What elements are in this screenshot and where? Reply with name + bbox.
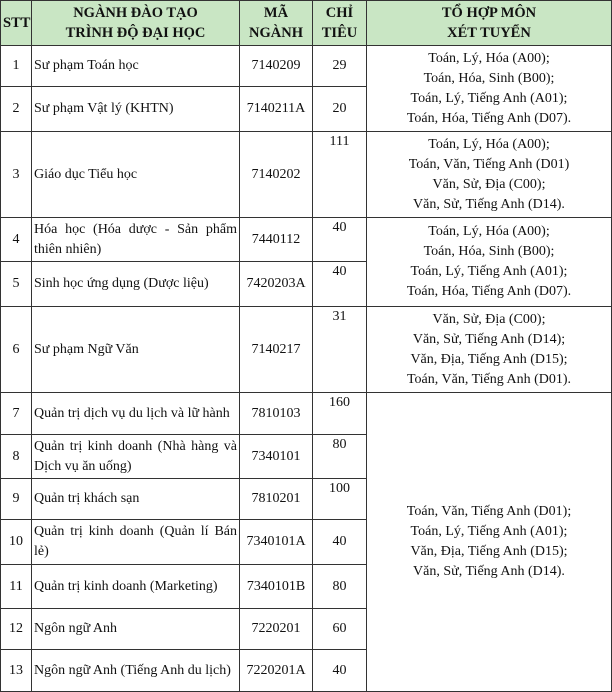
row-program-code: 7810103 xyxy=(240,393,313,435)
row-quota: 29 xyxy=(313,46,367,87)
row-quota: 40 xyxy=(313,520,367,565)
row-program-code: 7140202 xyxy=(240,132,313,218)
combo-group-3: Toán, Lý, Hóa (A00); Toán, Hóa, Sinh (B00); Toán, Lý, Tiếng Anh (A01); Toán, Hóa, Tiếng Anh (D07). xyxy=(367,218,612,307)
row-quota: 40 xyxy=(313,218,367,262)
row-stt: 1 xyxy=(1,46,32,87)
table-row xyxy=(1,46,612,87)
row-quota: 80 xyxy=(313,435,367,479)
row-stt: 2 xyxy=(1,87,32,132)
header-stt: STT xyxy=(1,1,32,46)
row-quota: 100 xyxy=(313,479,367,520)
combo-group-5: Toán, Văn, Tiếng Anh (D01); Toán, Lý, Tiếng Anh (A01); Văn, Địa, Tiếng Anh (D15); Văn, Sử, Tiếng Anh (D14). xyxy=(367,393,612,692)
row-program-name: Giáo dục Tiểu học xyxy=(32,132,240,218)
row-quota: 31 xyxy=(313,307,367,393)
row-program-code: 7340101 xyxy=(240,435,313,479)
table-row xyxy=(1,218,612,262)
row-program-name: Ngôn ngữ Anh (Tiếng Anh du lịch) xyxy=(32,650,240,692)
row-quota: 80 xyxy=(313,565,367,609)
row-stt: 3 xyxy=(1,132,32,218)
row-program-name: Quản trị kinh doanh (Marketing) xyxy=(32,565,240,609)
row-quota: 160 xyxy=(313,393,367,435)
row-program-code: 7340101A xyxy=(240,520,313,565)
row-quota: 40 xyxy=(313,650,367,692)
row-program-name: Sư phạm Vật lý (KHTN) xyxy=(32,87,240,132)
row-program-code: 7810201 xyxy=(240,479,313,520)
row-program-name: Quản trị kinh doanh (Quản lí Bán lẻ) xyxy=(32,520,240,565)
row-stt: 6 xyxy=(1,307,32,393)
row-program-code: 7220201 xyxy=(240,609,313,650)
row-quota: 40 xyxy=(313,262,367,307)
header-program: NGÀNH ĐÀO TẠO TRÌNH ĐỘ ĐẠI HỌC xyxy=(32,1,240,46)
row-stt: 9 xyxy=(1,479,32,520)
header-code: MÃ NGÀNH xyxy=(240,1,313,46)
table-row xyxy=(1,132,612,218)
row-program-name: Sư phạm Toán học xyxy=(32,46,240,87)
header-combo: TỔ HỢP MÔN XÉT TUYỂN xyxy=(367,1,612,46)
row-quota: 60 xyxy=(313,609,367,650)
row-program-code: 7140217 xyxy=(240,307,313,393)
combo-group-4: Văn, Sử, Địa (C00); Văn, Sử, Tiếng Anh (D14); Văn, Địa, Tiếng Anh (D15); Toán, Văn, Tiếng Anh (D01). xyxy=(367,307,612,393)
table-row xyxy=(1,393,612,435)
row-program-name: Quản trị dịch vụ du lịch và lữ hành xyxy=(32,393,240,435)
table-row xyxy=(1,307,612,393)
row-program-name: Sư phạm Ngữ Văn xyxy=(32,307,240,393)
row-stt: 7 xyxy=(1,393,32,435)
row-program-code: 7140211A xyxy=(240,87,313,132)
row-stt: 8 xyxy=(1,435,32,479)
row-stt: 4 xyxy=(1,218,32,262)
row-program-name: Sinh học ứng dụng (Dược liệu) xyxy=(32,262,240,307)
combo-group-2: Toán, Lý, Hóa (A00); Toán, Văn, Tiếng Anh (D01) Văn, Sử, Địa (C00); Văn, Sử, Tiếng Anh (D14). xyxy=(367,132,612,218)
row-quota: 20 xyxy=(313,87,367,132)
row-program-code: 7340101B xyxy=(240,565,313,609)
row-stt: 5 xyxy=(1,262,32,307)
row-program-code: 7440112 xyxy=(240,218,313,262)
header-row xyxy=(1,1,612,46)
combo-group-1: Toán, Lý, Hóa (A00); Toán, Hóa, Sinh (B00); Toán, Lý, Tiếng Anh (A01); Toán, Hóa, Tiếng Anh (D07). xyxy=(367,46,612,132)
row-stt: 10 xyxy=(1,520,32,565)
row-stt: 11 xyxy=(1,565,32,609)
row-program-code: 7140209 xyxy=(240,46,313,87)
row-program-code: 7420203A xyxy=(240,262,313,307)
row-stt: 13 xyxy=(1,650,32,692)
row-program-name: Hóa học (Hóa dược - Sản phẩm thiên nhiên) xyxy=(32,218,240,262)
row-quota: 111 xyxy=(313,132,367,218)
row-program-name: Quản trị kinh doanh (Nhà hàng và Dịch vụ ăn uống) xyxy=(32,435,240,479)
row-stt: 12 xyxy=(1,609,32,650)
row-program-name: Quản trị khách sạn xyxy=(32,479,240,520)
row-program-name: Ngôn ngữ Anh xyxy=(32,609,240,650)
row-program-code: 7220201A xyxy=(240,650,313,692)
header-quota: CHỈ TIÊU xyxy=(313,1,367,46)
